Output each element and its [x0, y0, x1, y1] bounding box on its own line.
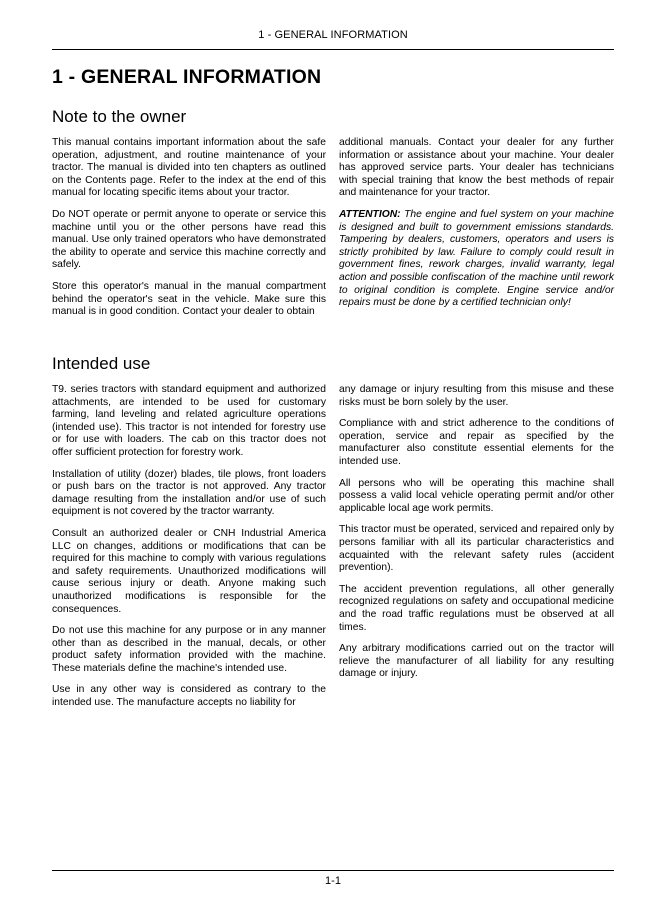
attention-notice: [339, 209, 614, 310]
paragraph: Compliance with and strict adherence to the conditions of operation, service and repair as specified by the manufacturer also constitute essential elements for the intended use.: [339, 418, 614, 467]
paragraph: Installation of utility (dozer) blades, tile plows, front loaders or push bars on the tractor is not approved. Any tractor damage resulting from the installation and/or use of such equipment is not covered by the tractor warranty.: [52, 468, 326, 518]
footer-rule: [52, 870, 614, 871]
header-rule: [52, 49, 614, 50]
paragraph: This manual contains important information about the safe operation, adjustment, and routine maintenance of your tractor. The manual is divided into ten chapters as outlined on the Contents page. Refer to the index at the end of this manual for locating specific items about your tractor.: [52, 137, 326, 199]
paragraph: Store this operator's manual in the manual compartment behind the operator's seat in the vehicle. Make sure this manual is in good condition. Contact your dealer to obtain: [52, 280, 326, 318]
paragraph: Do not use this machine for any purpose or in any manner other than as described in the manual, decals, or other product safety information provided with the machine. These materials define the machine's intended use.: [52, 625, 326, 674]
paragraph: additional manuals. Contact your dealer for any further information or assistance about your machine. Your dealer has approved service parts. Your dealer has technicians with special training that know the best methods of repair and maintenance for your tractor.: [339, 137, 614, 199]
chapter-title: 1 - GENERAL INFORMATION: [52, 66, 322, 88]
paragraph: Do NOT operate or permit anyone to operate or service this machine until you or the other persons have read this manual. Use only trained operators who have demonstrated the ability to operate and service this machine correctly and safely.: [52, 208, 326, 271]
paragraph: Use in any other way is considered as contrary to the intended use. The manufacture accepts no liability for: [52, 684, 326, 709]
paragraph: All persons who will be operating this machine shall possess a valid local vehicle operating permit and/or other applicable local age work permits.: [339, 477, 614, 514]
running-head: 1 - GENERAL INFORMATION: [258, 29, 408, 41]
note-to-owner-left-column: [52, 137, 326, 328]
page-number: 1-1: [325, 875, 341, 887]
paragraph: The accident prevention regulations, all other generally recognized regulations on safety and occupational medicine and the road traffic regulations must be observed at all times.: [339, 583, 614, 633]
paragraph: any damage or injury resulting from this misuse and these risks must be born solely by the user.: [339, 384, 614, 408]
section-title-note-to-owner: Note to the owner: [52, 107, 187, 126]
attention-text: The engine and fuel system on your machine is designed and built to government emissions standards. Tampering by dealers, customers, operators and users is strictly prohibited by law. Failure to comply could result in government fines, rework charges, invalid warranty, legal action and possible confiscation of the machine until rework to original condition is complete. Engine service and/or repairs must be done by a certified technician only!: [339, 208, 614, 309]
intended-use-left-column: [52, 384, 326, 719]
paragraph: T9. series tractors with standard equipment and authorized attachments, are intended to be used for customary farming, land leveling and related agriculture operations (intended use). This tractor is not intended for forestry use or for use with loaders. The cab on this tractor does not offer sufficient protection for forestry work.: [52, 384, 326, 458]
attention-label: ATTENTION:: [339, 208, 401, 220]
paragraph: Consult an authorized dealer or CNH Industrial America LLC on changes, additions or modifications that can be required for this machine to comply with various regulations and safety requirements. Unauthorized modifications will cause serious injury or death. Anyone making such unauthorized modifications is responsible for the consequences.: [52, 527, 326, 615]
paragraph: Any arbitrary modifications carried out on the tractor will relieve the manufacturer of all liability for any resulting damage or injury.: [339, 643, 614, 680]
intended-use-right-column: [339, 384, 614, 690]
note-to-owner-right-column: [339, 137, 614, 319]
section-title-intended-use: Intended use: [52, 354, 151, 373]
paragraph: This tractor must be operated, serviced and repaired only by persons familiar with all its particular characteristics and acquainted with the relevant safety rules (accident prevention).: [339, 524, 614, 574]
